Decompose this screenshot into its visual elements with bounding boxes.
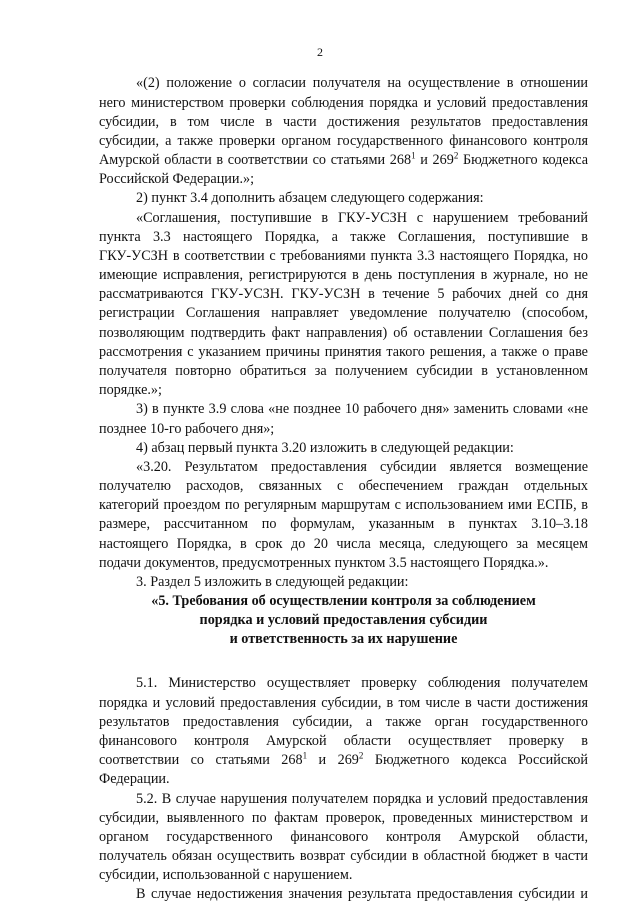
text-line: 2) пункт 3.4 дополнить абзацем следующего содержания: [136, 190, 484, 206]
text-line: получатель обязан осуществить возврат субсидии в областной бюджет в части [99, 848, 588, 864]
text-line: субсидии, в том числе в части достижения результатов предоставления [99, 114, 588, 130]
superscript: 1 [411, 150, 416, 161]
text-fragment: Амурской области в соответствии со статьями 268 [99, 152, 412, 168]
text-line: рассмотрения с указанием причины принятия такого решения, а также о праве [99, 344, 588, 360]
text-line: 3. Раздел 5 изложить в следующей редакции: [136, 574, 409, 590]
text-line: В случае недостижения значения результата предоставления субсидии и [136, 886, 588, 902]
text-fragment: Бюджетного кодекса Российской [363, 752, 588, 768]
text-line: 3) в пункте 3.9 слова «не позднее 10 рабочего дня» заменить словами «не [136, 401, 588, 417]
section-heading: и ответственность за их нарушение [229, 631, 458, 647]
text-line: позволяющим подтвердить факт направления) об оставлении Соглашения без [99, 325, 588, 341]
text-line: Российской Федерации.»; [99, 171, 255, 187]
text-line: имеющие исправления, регистрируются в день поступления в журнале, но не [99, 267, 588, 283]
text-line: категорий проездом по регулярным маршрутам с использованием ими ЕСПБ, в [99, 497, 588, 513]
text-line: порядка и условий предоставления субсидии, в том числе в части достижения [99, 695, 588, 711]
text-line: 4) абзац первый пункта 3.20 изложить в следующей редакции: [136, 440, 514, 456]
text-line: 5.1. Министерство осуществляет проверку соблюдения получателем [136, 675, 588, 691]
text-line: «3.20. Результатом предоставления субсидии является возмещение [136, 459, 588, 475]
text-line: субсидии, использованной с нарушением. [99, 867, 353, 883]
superscript: 2 [358, 750, 364, 761]
section-heading: «5. Требования об осуществлении контроля за соблюдением [151, 593, 536, 609]
text-line: размере, рассчитанном по формулам, указанным в пунктах 3.10–3.18 [99, 516, 588, 532]
text-line: получателя повторно обратиться за получением субсидии в установленном [99, 363, 588, 379]
text-line: позднее 10-го рабочего дня»; [99, 421, 275, 437]
text-line: ГКУ-УСЗН в соответствии с требованиями пункта 3.3 настоящего Порядка, но [99, 248, 588, 264]
text-line: Федерации. [99, 771, 170, 787]
text-line: порядке.»; [99, 382, 162, 398]
text-line: «Соглашения, поступившие в ГКУ-УСЗН с нарушением требований [136, 210, 588, 226]
text-line: «(2) положение о согласии получателя на осуществление в отношении [136, 75, 588, 91]
text-line: субсидии, выявленного по фактам проверок, проведенных министерством и [99, 810, 588, 826]
text-line: регистрации Соглашения направляет уведомление получателю (способом, [99, 305, 588, 321]
text-fragment: и 269 [307, 752, 359, 768]
text-line: органом государственного финансового контроля Амурской области, [99, 829, 588, 845]
section-heading: порядка и условий предоставления субсидии [199, 612, 488, 628]
text-fragment: соответствии со статьями 268 [99, 752, 303, 768]
text-line: получателю расходов, связанных с обеспечением граждан отдельных [99, 478, 588, 494]
text-line: настоящего Порядка, в срок до 20 числа месяца, следующего за месяцем [99, 536, 588, 552]
text-line: него министерством проверки соблюдения порядка и условий предоставления [99, 95, 588, 111]
text-fragment: Бюджетного кодекса [458, 152, 588, 168]
text-line: результатов предоставления субсидии, а также орган государственного [99, 714, 588, 730]
text-line [99, 751, 588, 770]
text-line: 5.2. В случае нарушения получателем порядка и условий предоставления [136, 791, 588, 807]
text-line: рассматриваются ГКУ-УСЗН. ГКУ-УСЗН в течение 5 рабочих дней со дня [99, 286, 588, 302]
superscript: 2 [453, 150, 459, 161]
superscript: 1 [302, 750, 308, 761]
page-number: 2 [317, 45, 323, 59]
text-line: подачи документов, предусмотренных пунктом 3.5 настоящего Порядка.». [99, 555, 549, 571]
text-line: финансового контроля Амурской области осуществляет проверку в [99, 733, 588, 749]
text-fragment: и 269 [415, 152, 454, 168]
text-line: субсидии, а также проверки органом государственного финансового контроля [99, 133, 588, 149]
text-line: пункта 3.3 настоящего Порядка, а также Соглашения, поступившие в [99, 229, 588, 245]
text-line [99, 151, 588, 170]
